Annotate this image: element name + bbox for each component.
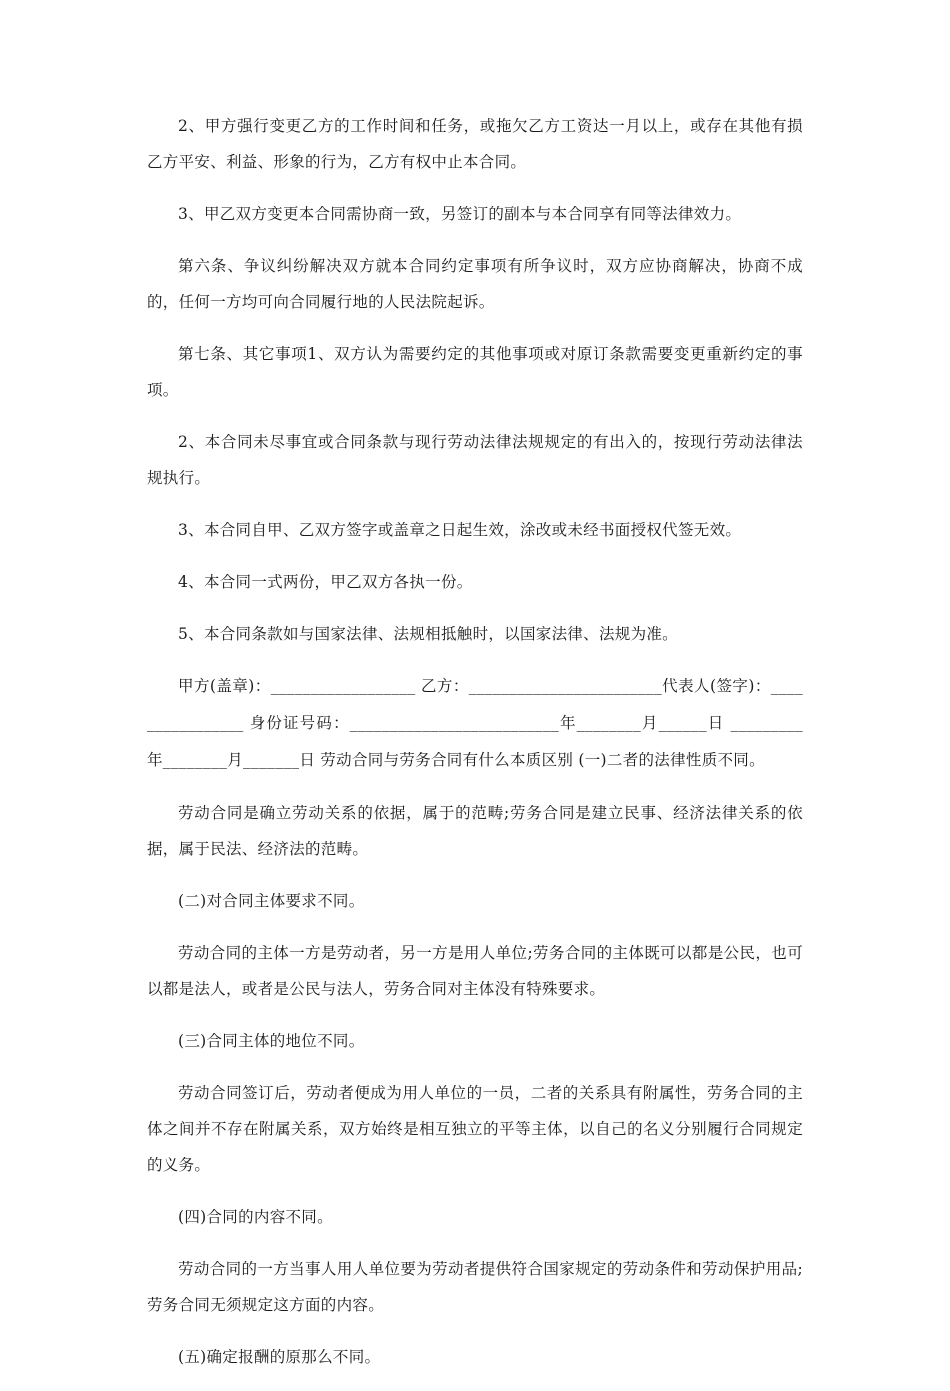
paragraph-article-7-item-3: 3、本合同自甲、乙双方签字或盖章之日起生效，涂改或未经书面授权代签无效。 (178, 521, 742, 539)
paragraph-signature-block: 甲方(盖章)：__________________ 乙方：________________________代表人(签字)：________________ 身份证号码：__________________________年________月______日 _________年________月_______日 劳动合同与劳务合同有什么本质区别 (一)二者的法律性质不同。 (147, 677, 803, 769)
paragraph-legal-nature: 劳动合同是确立劳动关系的依据，属于的范畴;劳务合同是建立民事、经济法律关系的依据，属于民法、经济法的范畴。 (147, 804, 803, 858)
document-page (147, 108, 803, 1391)
heading-subject-status: (三)合同主体的地位不同。 (178, 1032, 365, 1050)
paragraph-article-7-item-4: 4、本合同一式两份，甲乙双方各执一份。 (178, 573, 473, 591)
paragraph-contract-content: 劳动合同的一方当事人用人单位要为劳动者提供符合国家规定的劳动条件和劳动保护用品;劳务合同无须规定这方面的内容。 (147, 1260, 803, 1314)
heading-remuneration-principle: (五)确定报酬的原那么不同。 (178, 1348, 381, 1366)
paragraph-subject-requirements: 劳动合同的主体一方是劳动者，另一方是用人单位;劳务合同的主体既可以都是公民，也可以都是法人，或者是公民与法人，劳务合同对主体没有特殊要求。 (147, 944, 803, 998)
heading-subject-requirements: (二)对合同主体要求不同。 (178, 892, 365, 910)
paragraph-article-7-other: 第七条、其它事项1、双方认为需要约定的其他事项或对原订条款需要变更重新约定的事项。 (147, 345, 803, 399)
paragraph-clause-2-termination: 2、甲方强行变更乙方的工作时间和任务，或拖欠乙方工资达一月以上，或存在其他有损乙方平安、利益、形象的行为，乙方有权中止本合同。 (147, 117, 803, 171)
paragraph-article-7-item-2: 2、本合同未尽事宜或合同条款与现行劳动法律法规规定的有出入的，按现行劳动法律法规执行。 (147, 433, 803, 487)
paragraph-article-7-item-5: 5、本合同条款如与国家法律、法规相抵触时，以国家法律、法规为准。 (178, 625, 678, 643)
paragraph-clause-3-amendment: 3、甲乙双方变更本合同需协商一致，另签订的副本与本合同享有同等法律效力。 (178, 205, 742, 223)
paragraph-subject-status: 劳动合同签订后，劳动者便成为用人单位的一员，二者的关系具有附属性，劳务合同的主体之间并不存在附属关系，双方始终是相互独立的平等主体，以自己的名义分别履行合同规定的义务。 (147, 1084, 803, 1174)
paragraph-article-6-dispute: 第六条、争议纠纷解决双方就本合同约定事项有所争议时，双方应协商解决，协商不成的，任何一方均可向合同履行地的人民法院起诉。 (147, 257, 803, 311)
heading-contract-content: (四)合同的内容不同。 (178, 1208, 333, 1226)
